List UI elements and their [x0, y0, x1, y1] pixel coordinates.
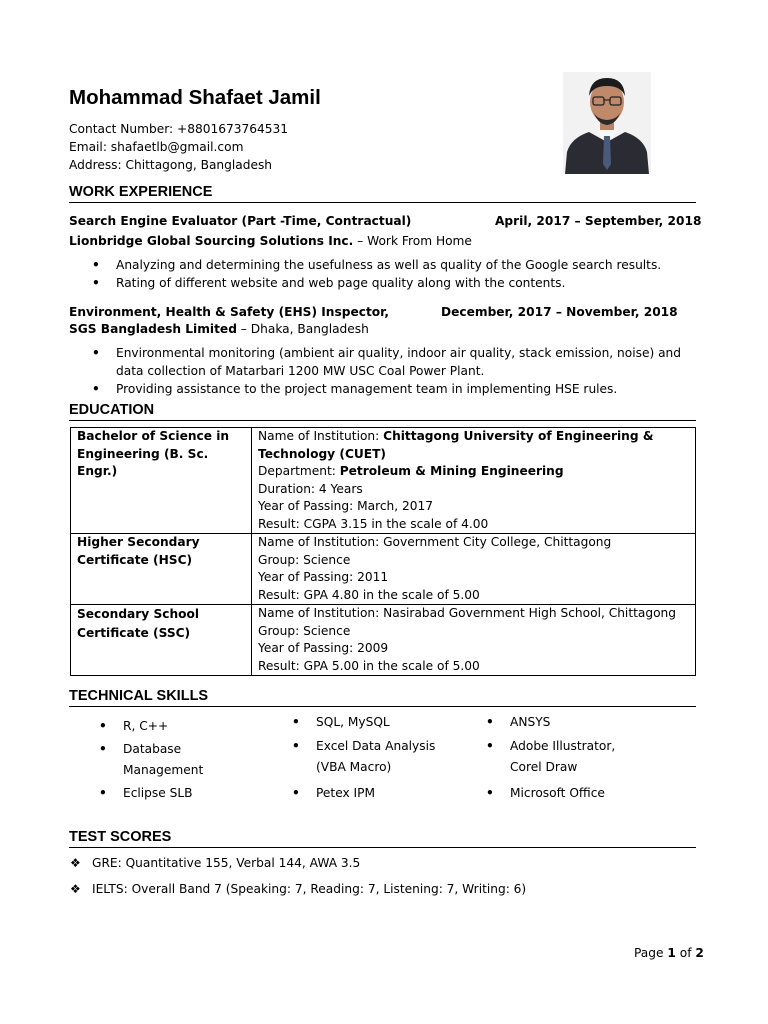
ielts-score-text: IELTS: Overall Band 7 (Speaking: 7, Reading: 7, Listening: 7, Writing: 6): [92, 882, 527, 896]
email-value: shafaetlb@gmail.com: [110, 140, 244, 154]
table-row: [71, 534, 696, 605]
profile-photo-drawing: [563, 72, 651, 174]
institution-line: Name of Institution: Government City College, Chittagong: [258, 535, 612, 549]
institution-line: Name of Institution: Nasirabad Government High School, Chittagong: [258, 606, 676, 620]
list-item: • Analyzing and determining the usefulness as well as quality of the Google search results.: [92, 256, 698, 274]
page-of-label: of: [675, 946, 696, 960]
email-line: [69, 138, 288, 156]
list-item: • Petex IPM: [292, 783, 375, 804]
institution-label: Name of Institution:: [258, 429, 384, 443]
details-bsc: [252, 428, 696, 534]
candidate-name: Mohammad Shafaet Jamil: [69, 86, 321, 109]
result-line: Result: CGPA 3.15 in the scale of 4.00: [258, 516, 489, 531]
page-number: [634, 946, 704, 960]
technical-skills-heading: TECHNICAL SKILLS: [69, 688, 696, 707]
duration-line: Duration: 4 Years: [258, 481, 363, 496]
list-item: • ANSYS: [486, 712, 550, 733]
table-row: [71, 605, 696, 676]
education-table: [70, 427, 696, 676]
department-value: Petroleum & Mining Engineering: [339, 464, 564, 478]
result-line: Result: GPA 4.80 in the scale of 5.00: [258, 587, 480, 602]
email-label: Email:: [69, 140, 107, 154]
test-scores-heading: TEST SCORES: [69, 829, 696, 848]
profile-photo: [563, 72, 651, 174]
job-2-company-line: [69, 322, 369, 336]
contact-block: [69, 120, 288, 174]
diamond-bullet-icon: ❖: [70, 856, 81, 870]
work-experience-heading: WORK EXPERIENCE: [69, 184, 696, 203]
list-item: • Microsoft Office: [486, 783, 605, 804]
details-hsc: [252, 534, 696, 605]
list-item: • Adobe Illustrator, Corel Draw: [486, 736, 640, 777]
group-line: Group: Science: [258, 552, 351, 567]
year-line: Year of Passing: March, 2017: [258, 499, 434, 513]
page-label: Page: [634, 946, 668, 960]
contact-number-label: Contact Number:: [69, 122, 174, 136]
job-2-dates: December, 2017 – November, 2018: [441, 305, 678, 319]
job-2-duties: [92, 344, 698, 398]
job-1-role: Search Engine Evaluator (Part -Time, Contractual): [69, 214, 412, 228]
degree-hsc: Higher Secondary Certificate (HSC): [71, 534, 252, 605]
test-score-gre: [70, 856, 360, 870]
table-row: [71, 428, 696, 534]
job-1-location: – Work From Home: [353, 234, 472, 248]
diamond-bullet-icon: ❖: [70, 882, 81, 896]
list-item: • Rating of different website and web page quality along with the contents.: [92, 274, 698, 292]
job-1-company-line: [69, 234, 472, 248]
list-item: • R, C++: [99, 716, 168, 737]
contact-number-line: [69, 120, 288, 138]
list-item: • Environmental monitoring (ambient air quality, indoor air quality, stack emission, noise) and data collection of Matarbari 1200 MW USC Coal Power Plant.: [92, 344, 698, 380]
list-item: • Excel Data Analysis (VBA Macro): [292, 736, 466, 777]
address-line: [69, 156, 288, 174]
institution-line: [258, 428, 689, 463]
list-item: • SQL, MySQL: [292, 712, 390, 733]
degree-bsc: Bachelor of Science in Engineering (B. Sc. Engr.): [71, 428, 252, 534]
department-line: [258, 463, 689, 481]
job-2-location: – Dhaka, Bangladesh: [236, 322, 369, 336]
job-2-role: Environment, Health & Safety (EHS) Inspector,: [69, 305, 390, 319]
job-1-company: Lionbridge Global Sourcing Solutions Inc.: [69, 234, 354, 248]
address-label: Address:: [69, 158, 122, 172]
year-line: Year of Passing: 2011: [258, 570, 389, 584]
details-ssc: [252, 605, 696, 676]
test-score-ielts: [70, 882, 526, 896]
page-current: 1: [667, 946, 676, 960]
degree-ssc: Secondary School Certificate (SSC): [71, 605, 252, 676]
job-1-dates: April, 2017 – September, 2018: [495, 214, 702, 228]
institution-value: Chittagong University of Engineering & Technology (CUET): [258, 429, 654, 461]
gre-score-text: GRE: Quantitative 155, Verbal 144, AWA 3.5: [92, 856, 361, 870]
list-item: • Eclipse SLB: [99, 783, 193, 804]
result-line: Result: GPA 5.00 in the scale of 5.00: [258, 658, 480, 673]
contact-number-value: +8801673764531: [177, 122, 289, 136]
page-total: 2: [695, 946, 704, 960]
year-line: Year of Passing: 2009: [258, 641, 389, 655]
job-1-duties: [92, 256, 698, 292]
job-2-company: SGS Bangladesh Limited: [69, 322, 237, 336]
address-value: Chittagong, Bangladesh: [125, 158, 273, 172]
department-label: Department:: [258, 464, 340, 478]
list-item: • Database Management: [99, 739, 233, 780]
education-heading: EDUCATION: [69, 402, 696, 421]
list-item: • Providing assistance to the project management team in implementing HSE rules.: [92, 380, 698, 398]
group-line: Group: Science: [258, 623, 351, 638]
